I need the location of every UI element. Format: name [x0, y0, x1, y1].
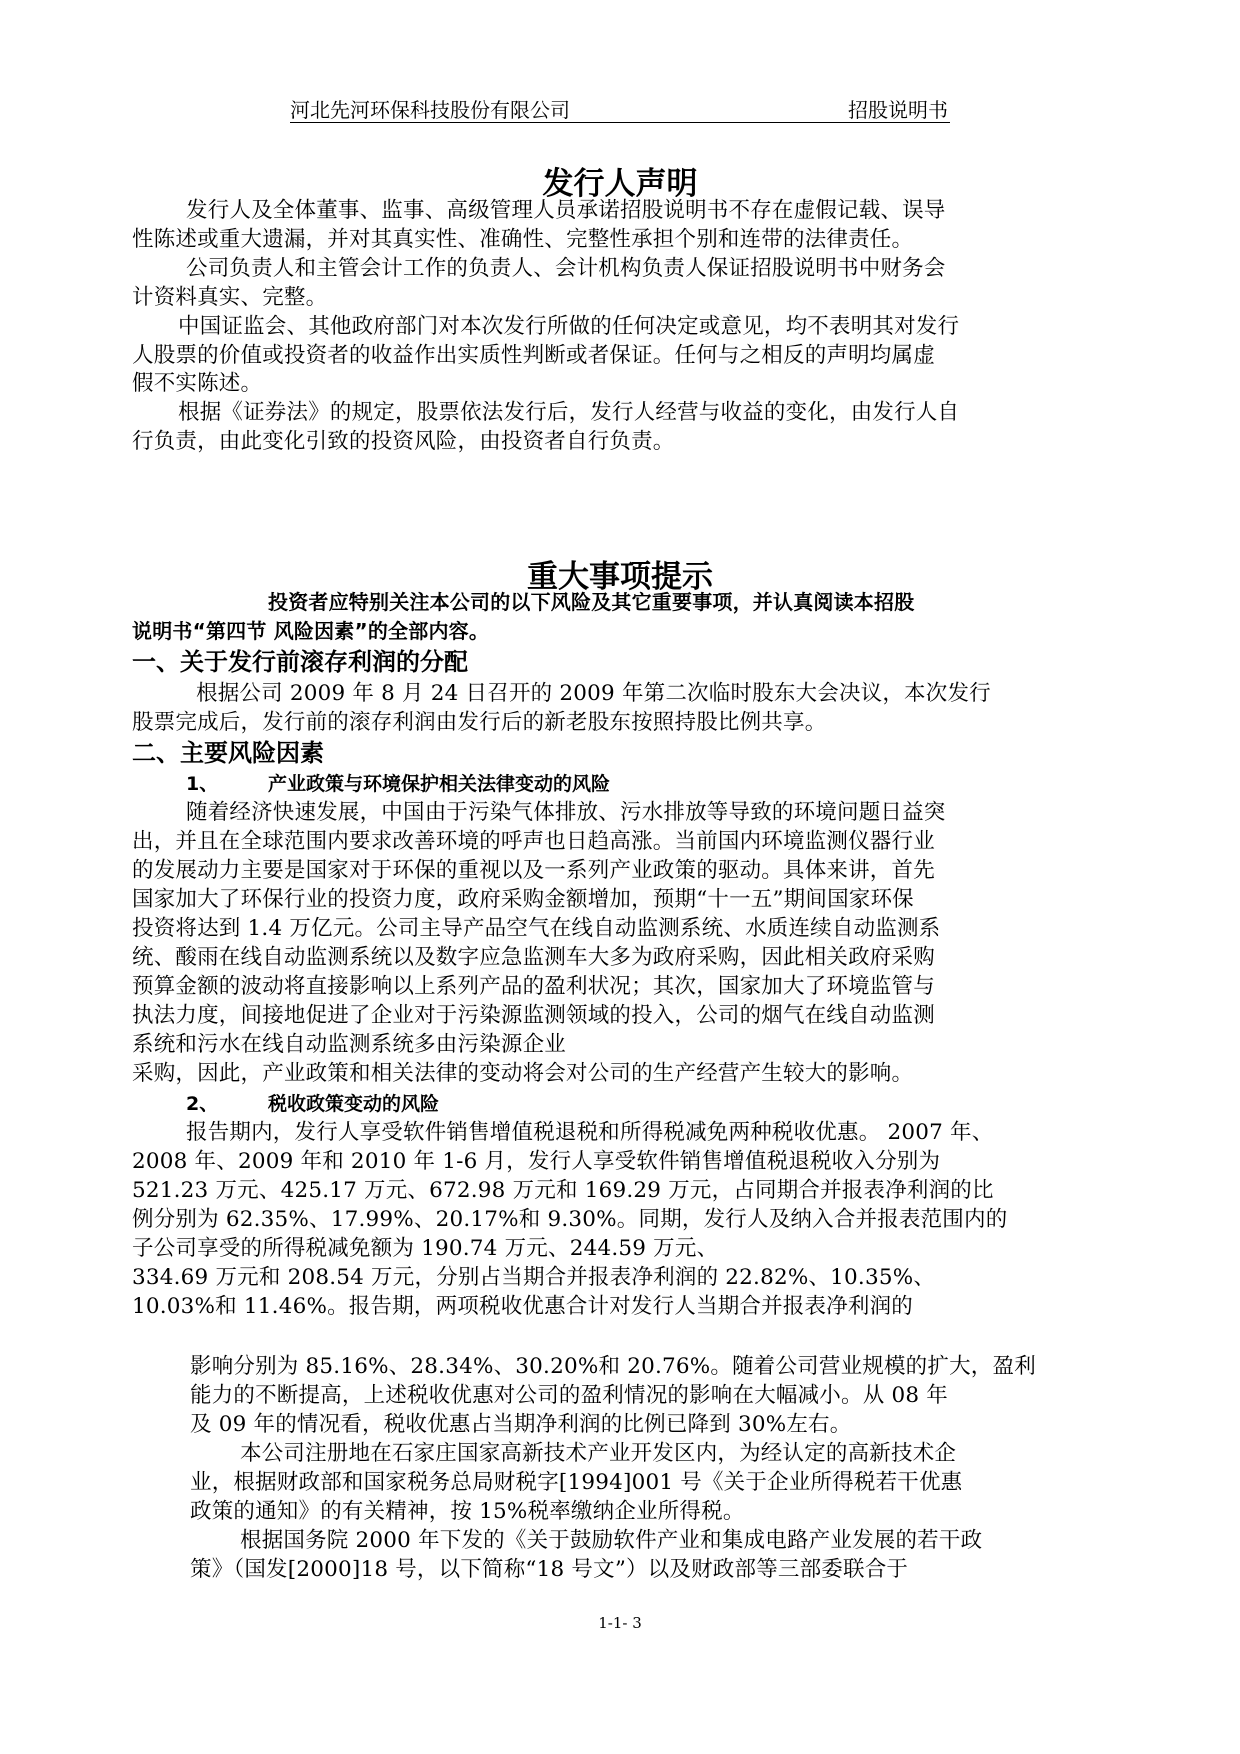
risk1-line: 的发展动力主要是国家对于环保的重视以及一系列产业政策的驱动。具体来讲，首先	[132, 858, 935, 883]
risk2-line: 本公司注册地在石家庄国家高新技术产业开发区内，为经认定的高新技术企	[240, 1441, 957, 1466]
section1-line: 根据公司 2009 年 8 月 24 日召开的 2009 年第二次临时股东大会决议，本次发行	[196, 681, 991, 706]
section-heading-retained-profit: 一、关于发行前滚存利润的分配	[132, 648, 468, 676]
risk2-line: 例分别为 62.35%、17.99%、20.17%和 9.30%。同期，发行人及纳入合并报表范围内的	[132, 1207, 1008, 1232]
declaration-line: 中国证监会、其他政府部门对本次发行所做的任何决定或意见，均不表明其对发行	[178, 314, 960, 339]
risk2-line: 影响分别为 85.16%、28.34%、30.20%和 20.76%。随着公司营业规模的扩大，盈利	[190, 1354, 1036, 1379]
major-matters-title: 重大事项提示	[527, 559, 713, 595]
declaration-line: 假不实陈述。	[132, 371, 263, 396]
page-header	[290, 94, 950, 123]
risk1-line: 采购，因此，产业政策和相关法律的变动将会对公司的生产经营产生较大的影响。	[132, 1061, 914, 1086]
risk2-line: 521.23 万元、425.17 万元、672.98 万元和 169.29 万元，占同期合并报表净利润的比	[132, 1178, 994, 1203]
risk1-line: 系统和污水在线自动监测系统多由污染源企业	[132, 1032, 567, 1057]
risk2-line: 及 09 年的情况看，税收优惠占当期净利润的比例已降到 30%左右。	[190, 1412, 852, 1437]
notice-line: 投资者应特别关注本公司的以下风险及其它重要事项，并认真阅读本招股	[268, 590, 915, 614]
declaration-line: 公司负责人和主管会计工作的负责人、会计机构负责人保证招股说明书中财务会	[186, 256, 946, 281]
risk1-line: 随着经济快速发展，中国由于污染气体排放、污水排放等导致的环境问题日益突	[186, 800, 946, 825]
risk2-line: 业，根据财政部和国家税务总局财税字[1994]001 号《关于企业所得税若干优惠	[190, 1470, 963, 1495]
risk1-line: 执法力度，间接地促进了企业对于污染源监测领域的投入，公司的烟气在线自动监测	[132, 1003, 935, 1028]
declaration-line: 人股票的价值或投资者的收益作出实质性判断或者保证。任何与之相反的声明均属虚	[132, 343, 935, 368]
risk1-line: 预算金额的波动将直接影响以上系列产品的盈利状况；其次，国家加大了环境监管与	[132, 974, 935, 999]
declaration-line: 计资料真实、完整。	[132, 285, 328, 310]
declaration-title: 发行人声明	[542, 166, 698, 202]
risk2-line: 策》（国发[2000]18 号，以下简称“18 号文”）以及财政部等三部委联合于	[190, 1557, 909, 1582]
risk2-line: 2008 年、2009 年和 2010 年 1-6 月，发行人享受软件销售增值税退税收入分别为	[132, 1149, 941, 1174]
risk2-number: 2、	[186, 1093, 219, 1115]
risk2-heading	[186, 1090, 439, 1118]
risk1-line: 国家加大了环保行业的投资力度，政府采购金额增加，预期“十一五”期间国家环保	[132, 887, 914, 912]
risk2-line: 10.03%和 11.46%。报告期，两项税收优惠合计对发行人当期合并报表净利润的	[132, 1294, 913, 1319]
risk1-line: 投资将达到 1.4 万亿元。公司主导产品空气在线自动监测系统、水质连续自动监测系	[132, 916, 941, 941]
risk1-number: 1、	[186, 773, 219, 795]
risk1-line: 统、酸雨在线自动监测系统以及数字应急监测车大多为政府采购，因此相关政府采购	[132, 945, 935, 970]
header-company: 河北先河环保科技股份有限公司	[290, 98, 570, 122]
declaration-line: 根据《证券法》的规定，股票依法发行后，发行人经营与收益的变化，由发行人自	[178, 400, 960, 425]
declaration-line: 发行人及全体董事、监事、高级管理人员承诺招股说明书不存在虚假记载、误导	[186, 198, 946, 223]
risk2-line: 子公司享受的所得税减免额为 190.74 万元、244.59 万元、	[132, 1236, 719, 1261]
risk2-line: 334.69 万元和 208.54 万元，分别占当期合并报表净利润的 22.82%、10.35%、	[132, 1265, 936, 1290]
notice-line: 说明书“第四节 风险因素”的全部内容。	[132, 619, 490, 643]
risk2-line: 报告期内，发行人享受软件销售增值税退税和所得税减免两种税收优惠。 2007 年、	[186, 1120, 994, 1145]
risk1-heading	[186, 770, 610, 798]
section-heading-main-risks: 二、主要风险因素	[132, 739, 324, 767]
header-doc-type: 招股说明书	[848, 98, 948, 122]
risk2-line: 能力的不断提高，上述税收优惠对公司的盈利情况的影响在大幅减小。从 08 年	[190, 1383, 948, 1408]
declaration-line: 行负责，由此变化引致的投资风险，由投资者自行负责。	[132, 429, 675, 454]
risk2-title: 税收政策变动的风险	[268, 1093, 440, 1115]
page-number: 1-1- 3	[598, 1614, 642, 1632]
risk2-line: 根据国务院 2000 年下发的《关于鼓励软件产业和集成电路产业发展的若干政	[240, 1528, 983, 1553]
risk2-line: 政策的通知》的有关精神，按 15%税率缴纳企业所得税。	[190, 1499, 745, 1524]
declaration-line: 性陈述或重大遗漏，并对其真实性、准确性、完整性承担个别和连带的法律责任。	[132, 227, 914, 252]
risk1-line: 出，并且在全球范围内要求改善环境的呼声也日趋高涨。当前国内环境监测仪器行业	[132, 829, 935, 854]
risk1-title: 产业政策与环境保护相关法律变动的风险	[268, 773, 611, 795]
section1-line: 股票完成后，发行前的滚存利润由发行后的新老股东按照持股比例共享。	[132, 710, 827, 735]
